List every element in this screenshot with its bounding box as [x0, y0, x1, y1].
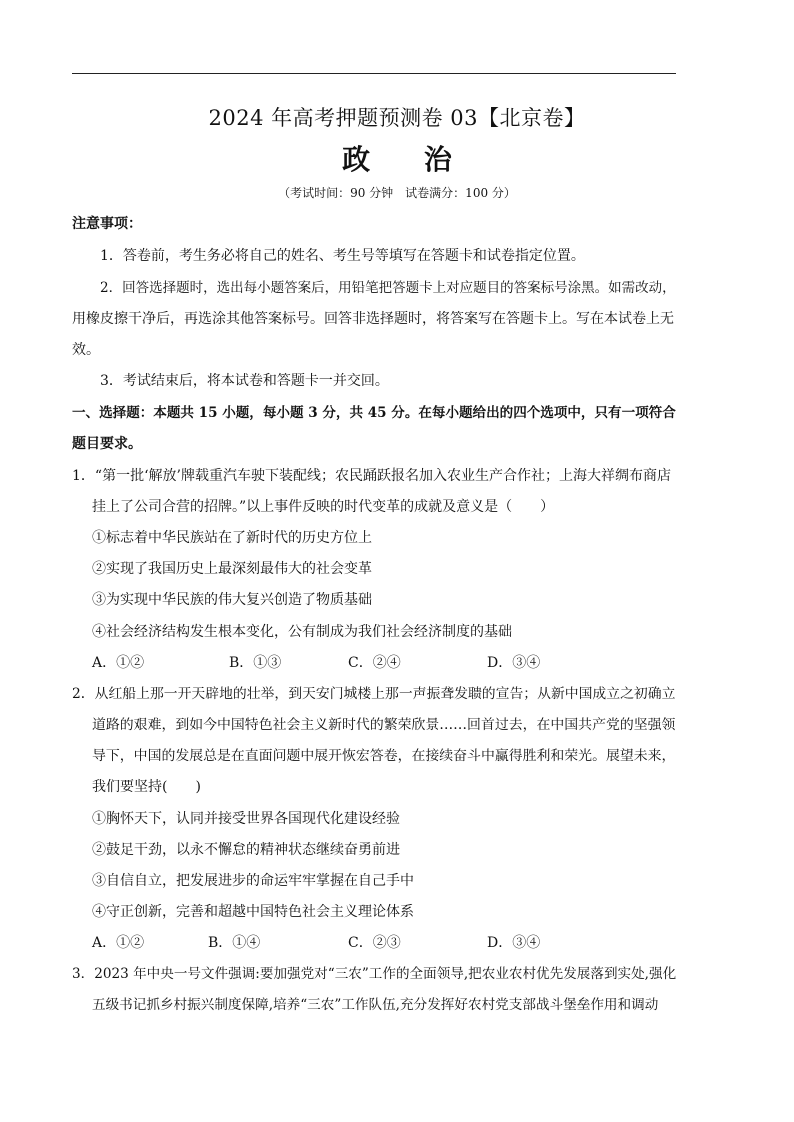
q2-stem-line-1: 2．从红船上那一开天辟地的壮举，到天安门城楼上那一声振聋发聩的宣告；从新中国成立之初确立: [72, 686, 676, 702]
q3-stem-line-1: 3．2023 年中央一号文件强调:要加强党对“三农”工作的全面领导,把农业农村优先发展落到实处,强化: [72, 966, 677, 982]
q2-stem-line-4: 我们要坚持( ): [92, 779, 201, 795]
notice-item-2-line-1: 2．回答选择题时，选出每小题答案后，用铅笔把答题卡上对应题目的答案标号涂黑。如需改动，: [100, 280, 676, 296]
q2-stem-line-3: 导下，中国的发展总是在直面问题中展开恢宏答卷，在接续奋斗中赢得胜利和荣光。展望未来，: [92, 748, 676, 764]
q1-statement-1: ①标志着中华民族站在了新时代的历史方位上: [92, 530, 372, 546]
q2-option-d: D．③④: [487, 935, 541, 951]
notice-item-3: 3．考试结束后，将本试卷和答题卡一并交回。: [100, 373, 389, 389]
exam-title: 2024 年高考押题预测卷 03【北京卷】: [208, 106, 586, 130]
notice-item-1: 1．答卷前，考生务必将自己的姓名、考生号等填写在答题卡和试卷指定位置。: [100, 248, 585, 264]
q2-statement-4: ④守正创新，完善和超越中国特色社会主义理论体系: [92, 904, 414, 920]
q2-statement-3: ③自信自立，把发展进步的命运牢牢掌握在自己手中: [92, 873, 414, 889]
q1-statement-3: ③为实现中华民族的伟大复兴创造了物质基础: [92, 592, 372, 608]
notice-item-2-line-3: 效。: [72, 342, 100, 358]
q2-statement-1: ①胸怀天下，认同并接受世界各国现代化建设经验: [92, 811, 400, 827]
q2-stem-line-2: 道路的艰难，到如今中国特色社会主义新时代的繁荣欣景……回首过去，在中国共产党的坚强领: [92, 717, 676, 733]
notice-heading: 注意事项：: [72, 216, 142, 232]
q1-stem-line-1: 1．“第一批‘解放’牌载重汽车驶下装配线；农民踊跃报名加入农业生产合作社；上海大祥绸布商店: [72, 468, 671, 484]
q2-statement-2: ②鼓足干劲，以永不懈怠的精神状态继续奋勇前进: [92, 842, 400, 858]
q1-option-d: D．③④: [487, 655, 541, 671]
q1-option-a: A．①②: [92, 655, 145, 671]
q2-option-b: B．①④: [208, 935, 261, 951]
q1-stem-line-2: 挂上了公司合营的招牌。”以上事件反映的时代变革的成就及意义是（ ）: [92, 499, 555, 515]
q2-option-c: C．②③: [348, 935, 401, 951]
section-1-heading-line-2: 题目要求。: [72, 436, 142, 452]
q1-option-c: C．②④: [348, 655, 401, 671]
exam-info: （考试时间：90 分钟 试卷满分：100 分）: [278, 186, 516, 200]
q1-statement-2: ②实现了我国历史上最深刻最伟大的社会变革: [92, 561, 372, 577]
q1-option-b: B．①③: [229, 655, 282, 671]
section-1-heading-line-1: 一、选择题：本题共 15 小题，每小题 3 分，共 45 分。在每小题给出的四个选项中，只有一项符合: [72, 405, 676, 421]
q1-statement-4: ④社会经济结构发生根本变化，公有制成为我们社会经济制度的基础: [92, 624, 512, 640]
header-rule: [72, 73, 676, 74]
subject-title: 政 治: [342, 143, 474, 176]
q2-option-a: A．①②: [92, 935, 145, 951]
notice-item-2-line-2: 用橡皮擦干净后，再选涂其他答案标号。回答非选择题时，将答案写在答题卡上。写在本试卷上无: [72, 311, 674, 327]
q3-stem-line-2: 五级书记抓乡村振兴制度保障,培养“三农”工作队伍,充分发挥好农村党支部战斗堡垒作用和调动: [92, 997, 659, 1013]
